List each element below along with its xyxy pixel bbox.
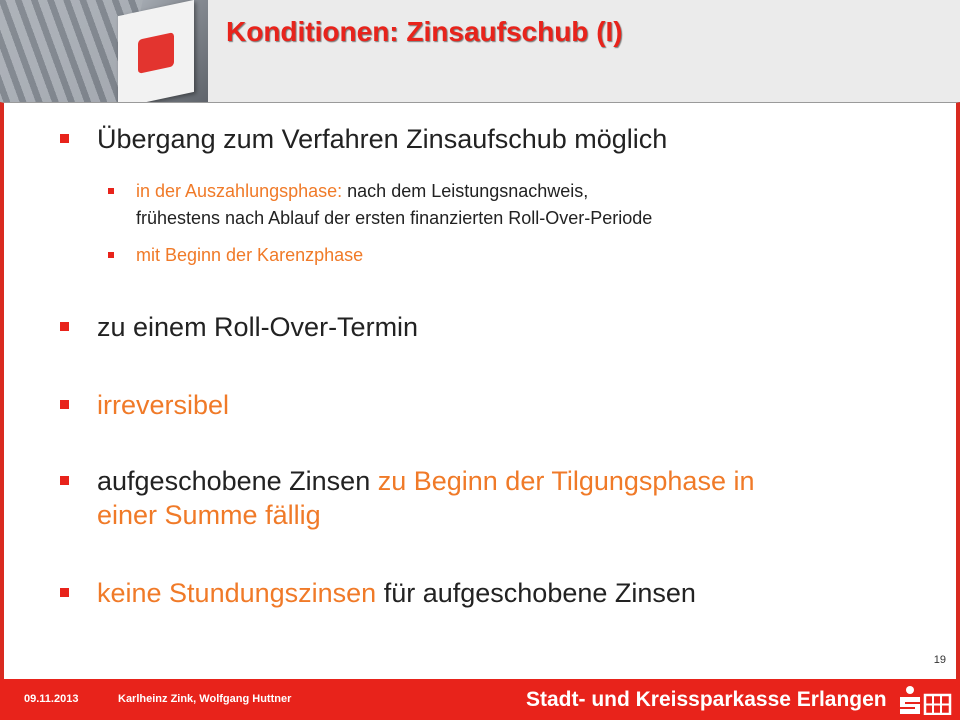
sub-bullet-1-body [136,178,652,232]
bullet-4-body [97,464,754,532]
bullet-1 [60,122,667,156]
bullet-marker [60,400,69,409]
bullet-marker [108,252,114,258]
bullet-4-text: aufgeschobene Zinsen [97,466,378,496]
bullet-5-text: für aufgeschobene Zinsen [376,578,696,608]
slide-title: Konditionen: Zinsaufschub (I) [226,16,623,47]
bullet-1-text: Übergang zum Verfahren Zinsaufschub möglich [97,124,668,154]
bullet-2 [60,310,418,344]
bullet-marker [60,476,69,485]
footer-date: 09.11.2013 [24,693,79,705]
header-photo [0,0,208,102]
sub-bullet-1-text2: frühestens nach Ablauf der ersten finanzierten Roll-Over-Periode [136,208,653,228]
sub-bullet-2 [108,242,363,269]
sub-bullet-2-highlight: mit Beginn der Karenzphase [136,245,364,265]
sub-bullet-1-text: nach dem Leistungsnachweis, [342,181,589,201]
footer-authors: Karlheinz Zink, Wolfgang Huttner [118,693,292,705]
footer-organization: Stadt- und Kreissparkasse Erlangen [526,688,887,711]
page-number: 19 [933,654,946,666]
bullet-5-highlight: keine Stundungszinsen [97,578,377,608]
slide-header [0,0,960,102]
sparkasse-logo-icon [896,685,952,715]
bullet-4-highlight2: einer Summe fällig [97,500,321,530]
bullet-5-body [97,576,696,610]
slide-footer [0,679,960,720]
bullet-3 [60,388,229,422]
sign-mark [138,32,174,74]
bullet-2-text: zu einem Roll-Over-Termin [97,312,419,342]
bullet-marker [108,188,114,194]
bullet-3-highlight: irreversibel [97,390,230,420]
sub-bullet-1 [108,178,652,232]
bullet-5 [60,576,696,610]
bullet-4 [60,464,754,532]
bullet-marker [60,588,69,597]
sub-bullet-1-highlight: in der Auszahlungsphase: [136,181,343,201]
sparkasse-sign [118,0,194,102]
bullet-4-highlight: zu Beginn der Tilgungsphase in [377,466,755,496]
bullet-marker [60,322,69,331]
bullet-marker [60,134,69,143]
